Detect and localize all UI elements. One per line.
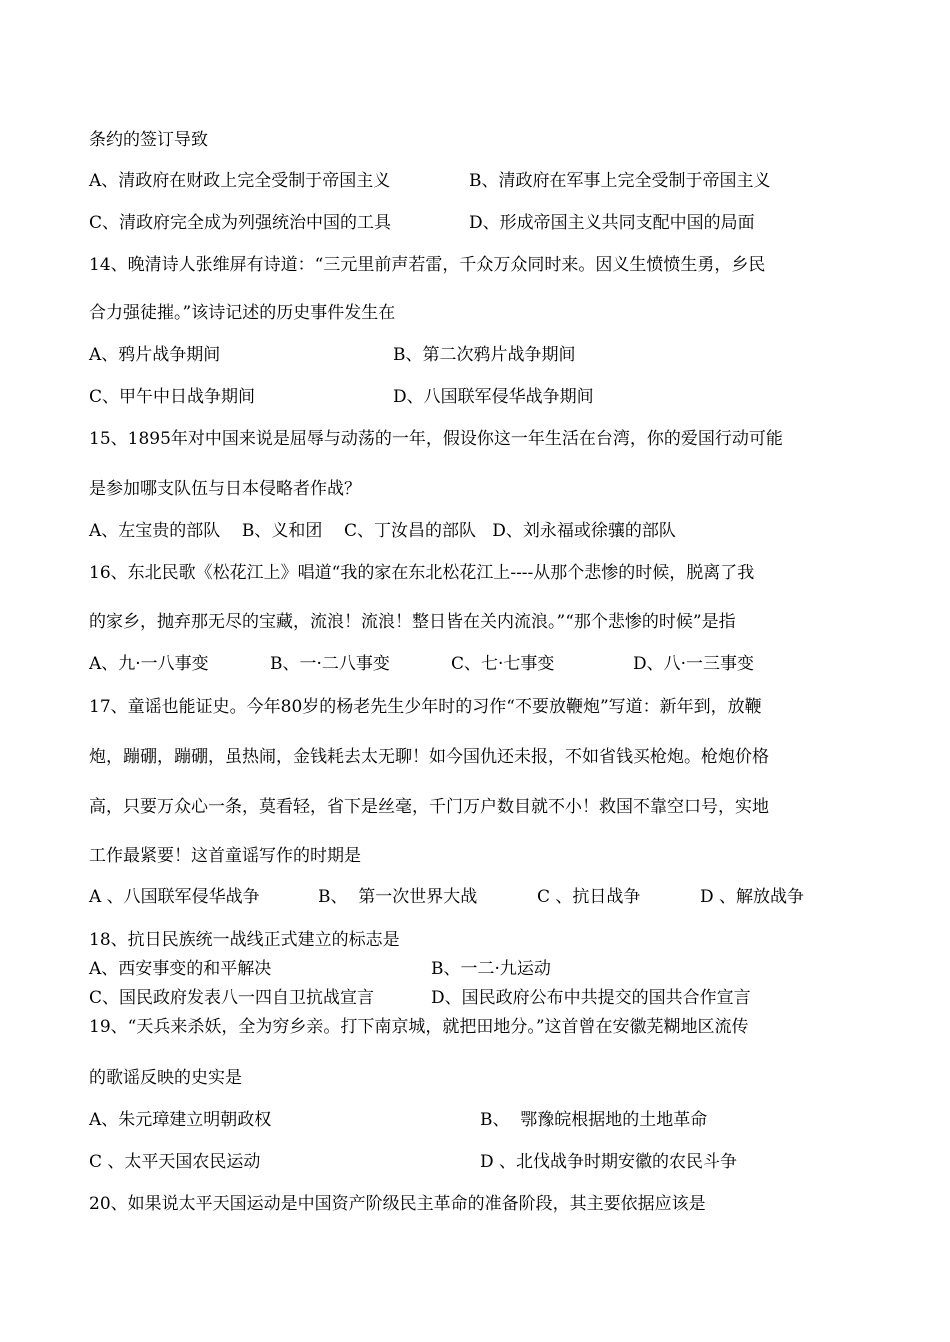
q14-option-b: B、第二次鸦片战争期间 [393, 345, 576, 365]
q19-option-b: B、 鄂豫皖根据地的土地革命 [480, 1110, 708, 1130]
q18-option-c: C、国民政府发表八一四自卫抗战宣言 [89, 988, 375, 1008]
question-15-line-1: 15、1895年对中国来说是屈辱与动荡的一年，假设你这一年生活在台湾，你的爱国行动可能 [89, 429, 783, 449]
question-18-line-1: 18、抗日民族统一战线正式建立的标志是 [89, 930, 400, 950]
q16-option-d: D、八·一三事变 [633, 654, 755, 674]
question-17-line-4: 工作最紧要！这首童谣写作的时期是 [89, 846, 361, 866]
q13-option-c: C、清政府完全成为列强统治中国的工具 [89, 213, 392, 233]
question-13-continuation: 条约的签订导致 [89, 130, 208, 150]
q18-option-b: B、一二·九运动 [431, 959, 551, 979]
question-16-line-1: 16、东北民歌《松花江上》唱道“我的家在东北松花江上----从那个悲惨的时候，脱离了我 [89, 563, 755, 583]
q15-options: A、左宝贵的部队 B、义和团 C、丁汝昌的部队 D、刘永福或徐骧的部队 [89, 521, 676, 541]
question-14-line-1: 14、晚清诗人张维屏有诗道：“三元里前声若雷，千众万众同时来。因义生愤愤生勇，乡民 [89, 255, 766, 275]
question-17-line-3: 高，只要万众心一条，莫看轻，省下是丝毫，千门万户数目就不小！救国不靠空口号，实地 [89, 797, 769, 817]
q13-option-a: A、清政府在财政上完全受制于帝国主义 [89, 171, 391, 191]
question-19-line-2: 的歌谣反映的史实是 [89, 1068, 242, 1088]
q18-option-a: A、西安事变的和平解决 [89, 959, 272, 979]
q14-option-a: A、鸦片战争期间 [89, 345, 221, 365]
question-16-line-2: 的家乡，抛弃那无尽的宝藏，流浪！流浪！整日皆在关内流浪。”“那个悲惨的时候”是指 [89, 612, 736, 632]
q17-option-c: C 、抗日战争 [537, 887, 641, 907]
q17-option-a: A 、八国联军侵华战争 [89, 887, 260, 907]
q18-option-d: D、国民政府公布中共提交的国共合作宣言 [431, 988, 751, 1008]
question-20-line-1: 20、如果说太平天国运动是中国资产阶级民主革命的准备阶段，其主要依据应该是 [89, 1194, 706, 1214]
q14-option-c: C、甲午中日战争期间 [89, 387, 256, 407]
q19-option-c: C 、太平天国农民运动 [89, 1152, 261, 1172]
q13-option-d: D、形成帝国主义共同支配中国的局面 [469, 213, 755, 233]
question-17-line-2: 炮，蹦硼，蹦硼，虽热闹，金钱耗去太无聊！如今国仇还未报，不如省钱买枪炮。枪炮价格 [89, 747, 769, 767]
q16-option-b: B、一·二八事变 [270, 654, 390, 674]
question-15-line-2: 是参加哪支队伍与日本侵略者作战？ [89, 479, 361, 499]
q19-option-d: D 、北伐战争时期安徽的农民斗争 [480, 1152, 738, 1172]
q19-option-a: A、朱元璋建立明朝政权 [89, 1110, 272, 1130]
q13-option-b: B、清政府在军事上完全受制于帝国主义 [469, 171, 771, 191]
q17-option-d: D 、解放战争 [700, 887, 805, 907]
question-14-line-2: 合力强徒摧。”该诗记述的历史事件发生在 [89, 303, 396, 323]
q14-option-d: D、八国联军侵华战争期间 [393, 387, 594, 407]
question-19-line-1: 19、“天兵来杀妖，全为穷乡亲。打下南京城，就把田地分。”这首曾在安徽芜糊地区流传 [89, 1017, 749, 1037]
question-17-line-1: 17、童谣也能证史。今年80岁的杨老先生少年时的习作“不要放鞭炮”写道：新年到，放鞭 [89, 697, 762, 717]
q16-option-c: C、七·七事变 [451, 654, 555, 674]
q16-option-a: A、九·一八事变 [89, 654, 209, 674]
q17-option-b: B、 第一次世界大战 [318, 887, 478, 907]
